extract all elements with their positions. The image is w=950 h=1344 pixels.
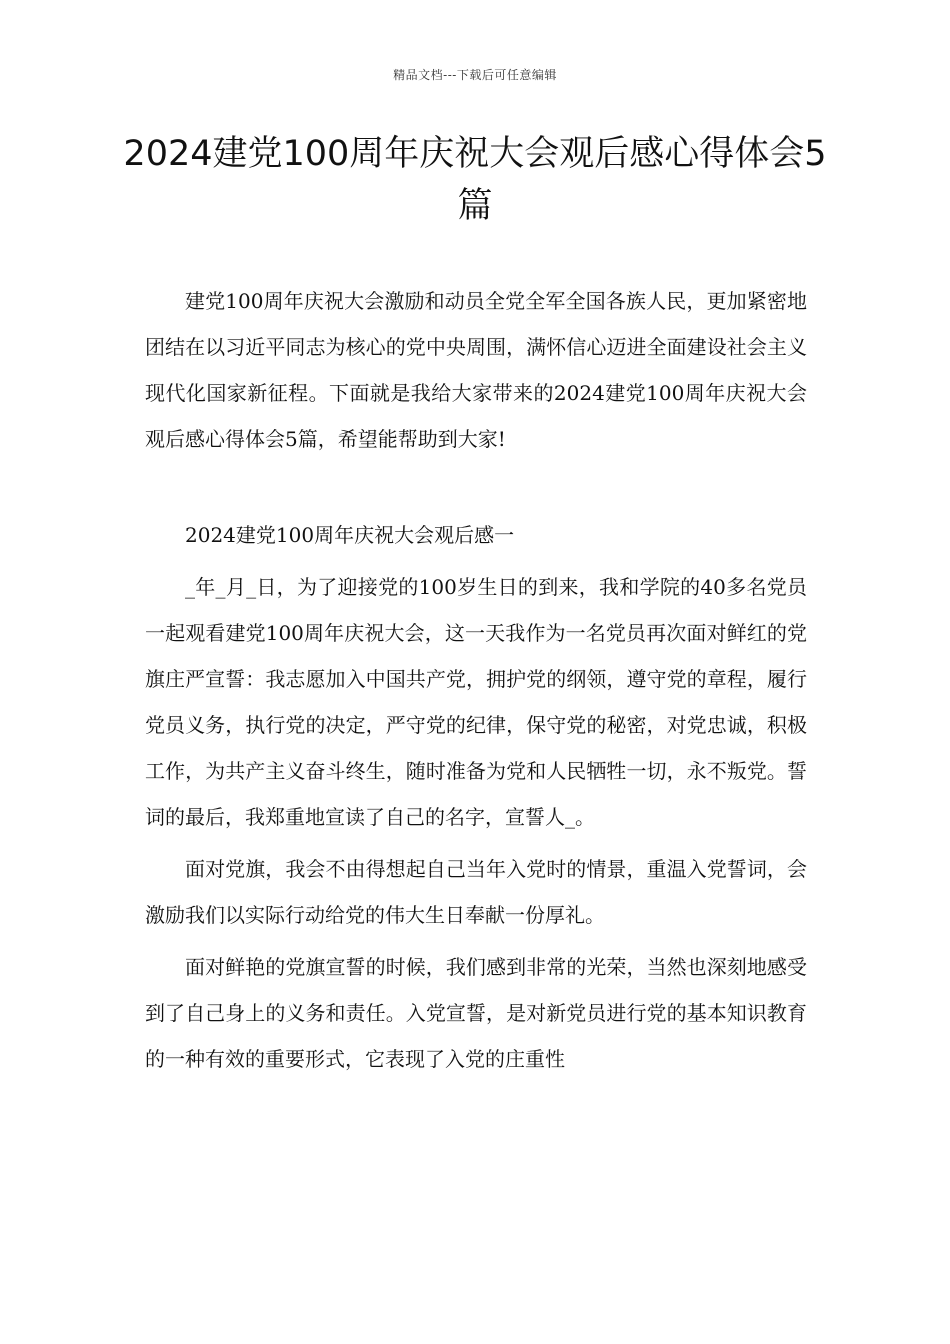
body-paragraph: 面对鲜艳的党旗宣誓的时候，我们感到非常的光荣，当然也深刻地感受到了自己身上的义务和责任。入党宣誓，是对新党员进行党的基本知识教育的一种有效的重要形式，它表现了入党的庄重性 [145, 955, 807, 1071]
body-paragraph: _年_月_日，为了迎接党的100岁生日的到来，我和学院的40多名党员一起观看建党100周年庆祝大会，这一天我作为一名党员再次面对鲜红的党旗庄严宣誓：我志愿加入中国共产党，拥护党的纲领，遵守党的章程，履行党员义务，执行党的决定，严守党的纪律，保守党的秘密，对党忠诚，积极工作，为共产主义奋斗终生，随时准备为党和人民牺牲一切，永不叛党。誓词的最后，我郑重地宣读了自己的名字，宣誓人_。 [145, 575, 807, 829]
section-spacer [145, 462, 807, 512]
body-paragraph: 面对党旗，我会不由得想起自己当年入党时的情景，重温入党誓词，会激励我们以实际行动给党的伟大生日奉献一份厚礼。 [145, 857, 807, 927]
intro-paragraph: 建党100周年庆祝大会激励和动员全党全军全国各族人民，更加紧密地团结在以习近平同志为核心的党中央周围，满怀信心迈进全面建设社会主义现代化国家新征程。下面就是我给大家带来的2024建党100周年庆祝大会观后感心得体会5篇，希望能帮助到大家! [145, 289, 807, 451]
document-body [145, 278, 807, 1082]
section-heading: 2024建党100周年庆祝大会观后感一 [185, 523, 515, 547]
document-title: 2024建党100周年庆祝大会观后感心得体会5篇 [123, 134, 827, 226]
header-note: 精品文档---下载后可任意编辑 [393, 68, 557, 82]
